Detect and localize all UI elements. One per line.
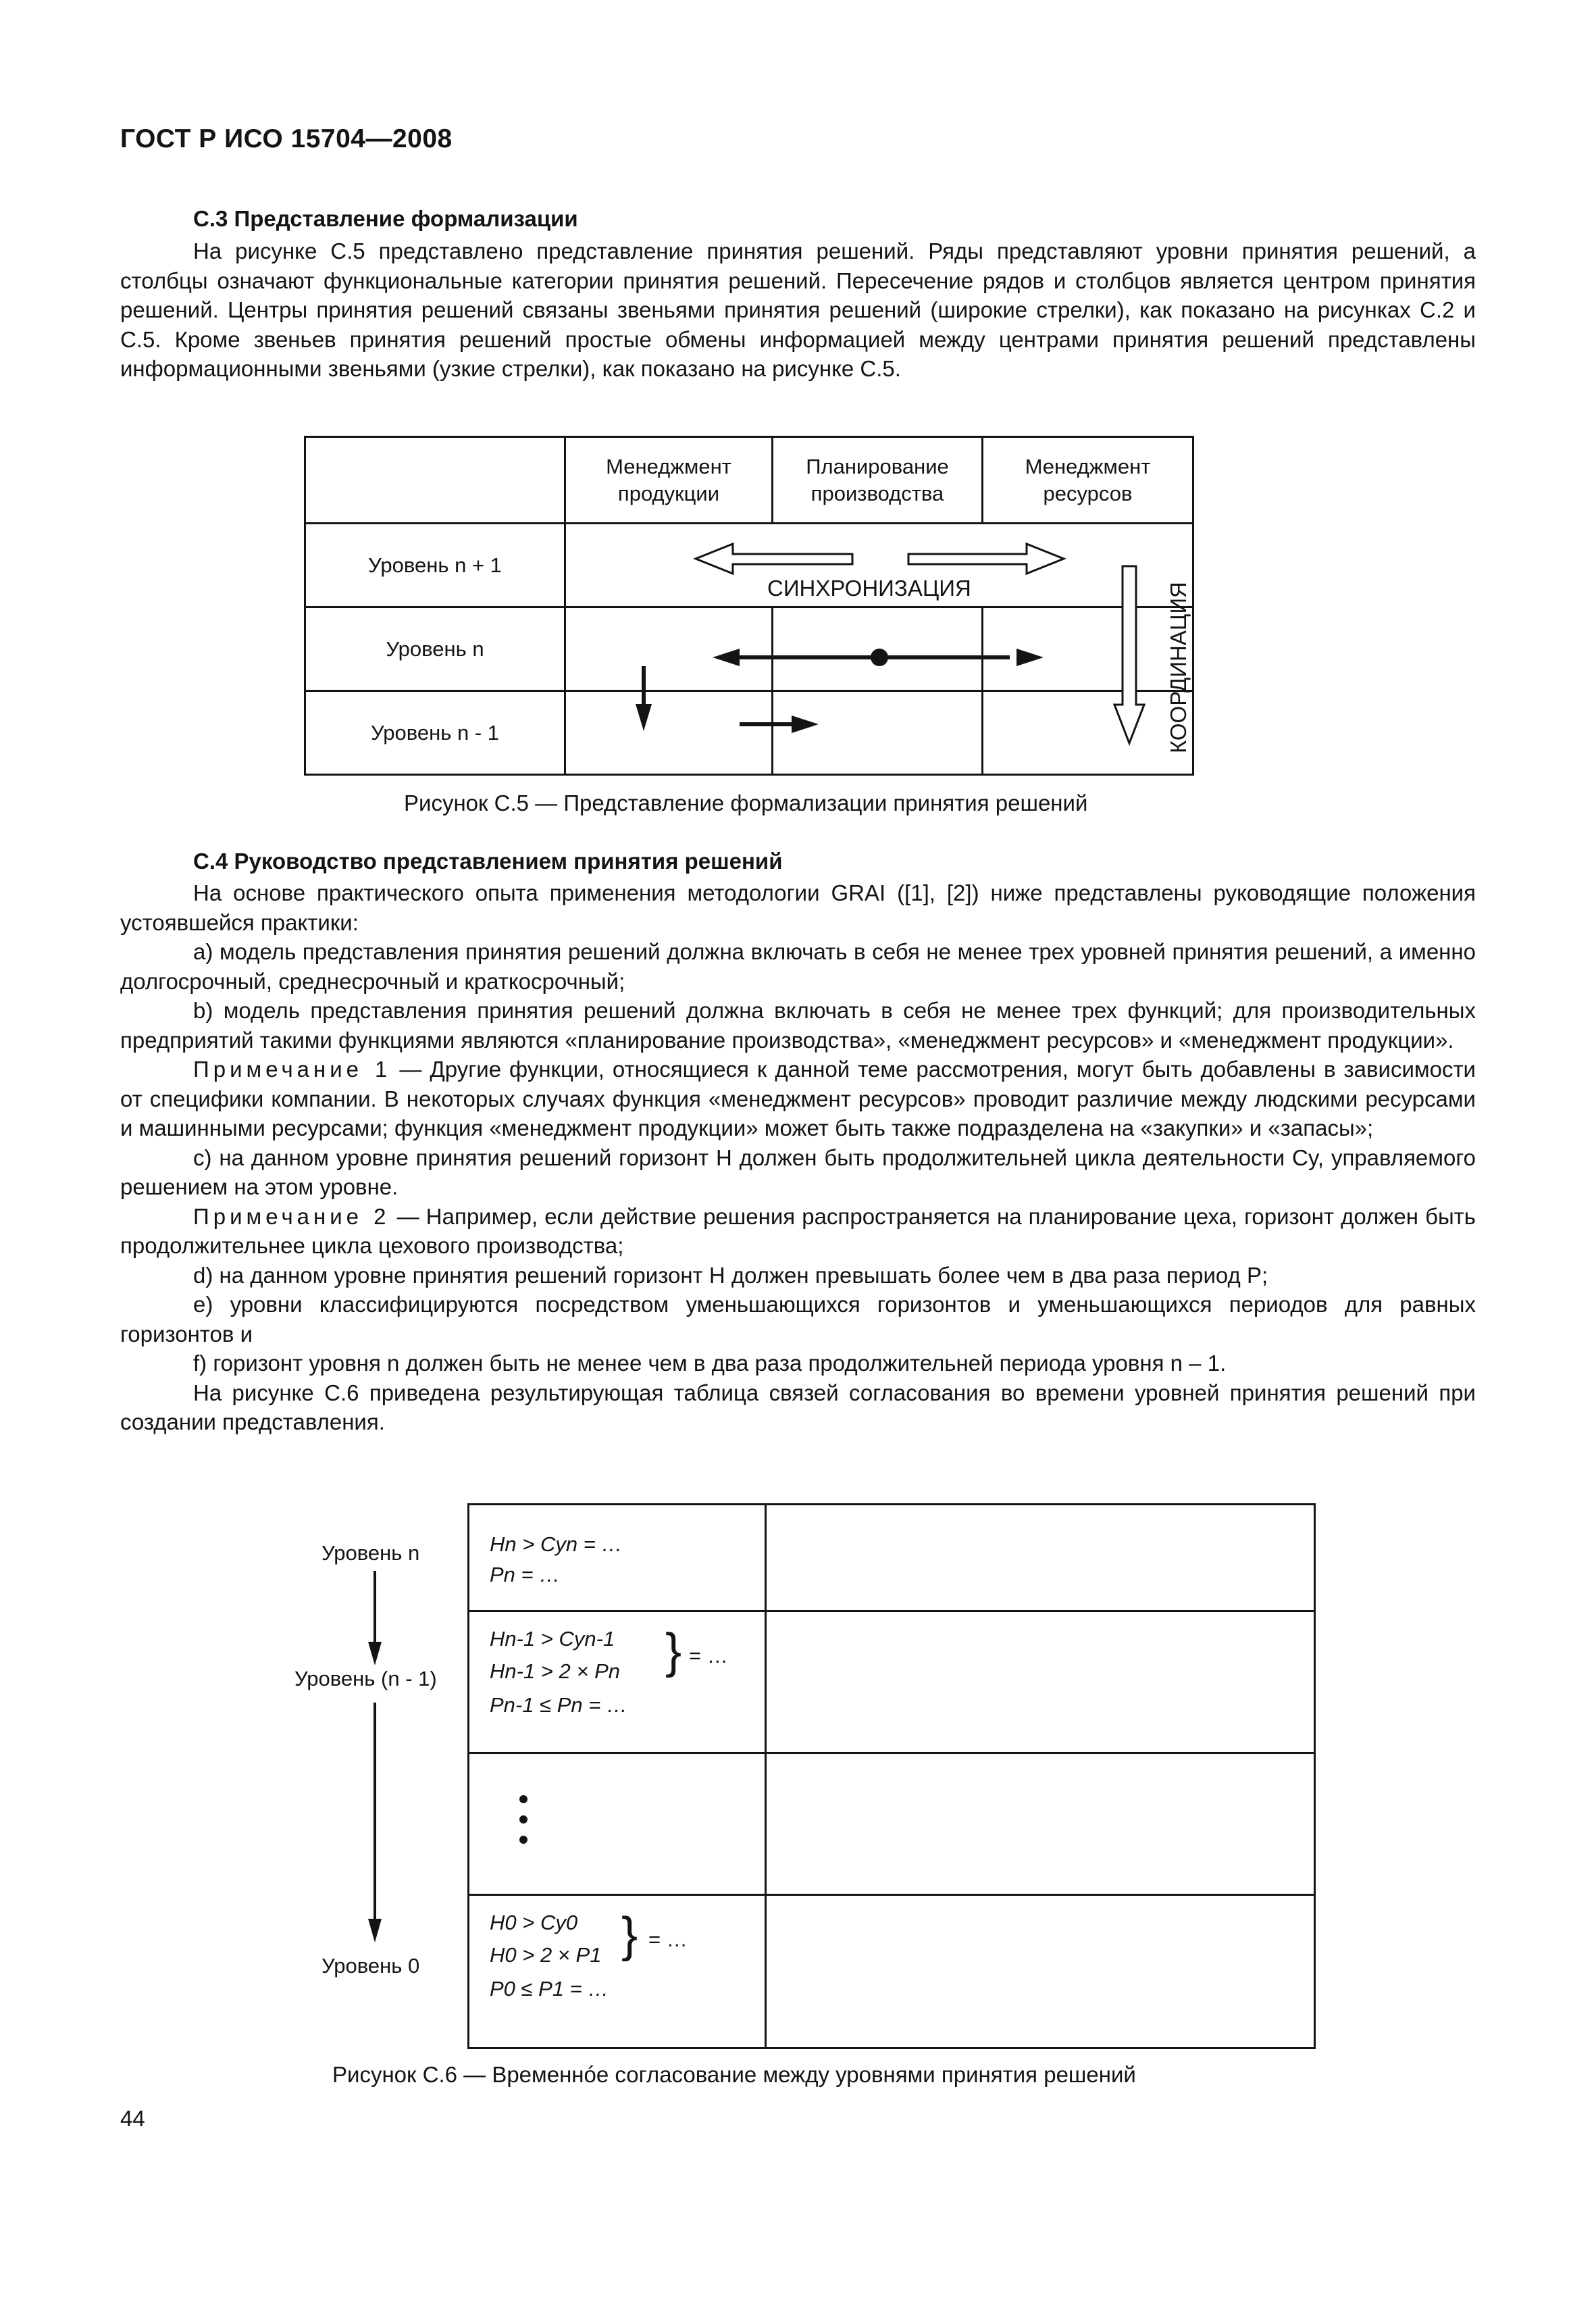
coordination-arrow-down-icon — [1114, 566, 1144, 743]
list-item-f: f) горизонт уровня n должен быть не менее чем в два раза продолжительней периода уровня n – 1. — [193, 1351, 1227, 1376]
column-header: Планирование производства — [773, 437, 983, 524]
level-arrows — [365, 1571, 385, 1956]
formula-row4-result: = … — [648, 1928, 688, 1951]
formula-row2-horizon-period: Hn-1 > 2 × Pn — [490, 1659, 621, 1683]
list-item-e: e) уровни классифицируются посредством уменьшающихся горизонтов и уменьшающихся периодов для равных горизонтов и — [120, 1292, 1476, 1347]
info-arrow-down-icon — [636, 704, 652, 731]
figure-c6-caption: Рисунок С.6 — Временнóе согласование между уровнями принятия решений — [332, 2062, 1136, 2087]
section-c3-title: С.3 Представление формализации — [193, 206, 578, 231]
formula-row2-horizon-cycle: Hn-1 > Cyn-1 — [490, 1627, 615, 1651]
arrow-down-icon — [368, 1919, 382, 1942]
list-item-b: b) модель представления принятия решений должна включать в себя не менее трех функций; для производительных предприятий такими функциями являются «планирование производства», «менеджмент ресурсов» и «менеджмент продукции». — [120, 998, 1476, 1053]
row-label: Уровень n - 1 — [370, 720, 500, 745]
note-1 — [120, 1055, 1476, 1143]
brace-icon: } — [665, 1624, 682, 1678]
vertical-ellipsis-icon — [517, 1789, 530, 1857]
section-c3-paragraph: На рисунке С.5 представлено представление принятия решений. Ряды представляют уровни принятия решений, а столбцы означают функциональные категории принятия решений. Пересечение рядов и столбцов является центром принятия решений. Центры принятия решений связаны звеньями принятия решений (широкие стрелки), как показано на рисунках С.2 и С.5. Кроме звеньев принятия решений простые обмены информацией между центрами принятия решений представлены информационными звеньями (узкие стрелки), как показано на рисунке С.5. — [120, 238, 1476, 381]
table-row — [469, 1754, 1314, 1896]
row-label: Уровень n — [386, 636, 484, 661]
sync-arrow-left-icon — [696, 544, 852, 574]
arrow-down-icon — [368, 1642, 382, 1665]
section-c4-intro: На основе практического опыта применения методологии GRAI ([1], [2]) ниже представлены руководящие положения устоявшейся практики: — [120, 880, 1476, 935]
figure-c5-arrows — [0, 0, 1596, 811]
sync-label: СИНХРОНИЗАЦИЯ — [767, 576, 971, 601]
table-row — [469, 1505, 1314, 1612]
document-header: ГОСТ Р ИСО 15704—2008 — [120, 124, 453, 153]
figure-c5-caption: Рисунок С.5 — Представление формализации принятия решений — [404, 790, 1088, 815]
formula-row4-period: P0 ≤ P1 = … — [490, 1977, 609, 2001]
note-2-text: — Например, если действие решения распространяется на планирование цеха, горизонт должен быть продолжительнее цикла цехового производства; — [120, 1203, 1476, 1258]
list-item-d: d) на данном уровне принятия решений горизонт H должен превышать более чем в два раза период P; — [193, 1262, 1268, 1288]
formula-row4-horizon-cycle: H0 > Cy0 — [490, 1911, 578, 1934]
info-arrow-left-icon — [713, 649, 740, 666]
formula-row4-horizon-period: H0 > 2 × P1 — [490, 1943, 602, 1967]
section-c4-title: С.4 Руководство представлением принятия решений — [193, 849, 783, 874]
decision-arrow-right-icon — [792, 715, 819, 733]
sync-arrow-right-icon — [908, 544, 1064, 574]
note-1-label: Примечание 1 — [193, 1057, 392, 1082]
level-label: Уровень 0 — [321, 1954, 420, 1978]
formula-row1-horizon: Hn > Cyn = … — [490, 1532, 623, 1556]
page-number: 44 — [120, 2106, 145, 2131]
time-coordination-table — [467, 1503, 1316, 2049]
formula-row2-result: = … — [689, 1644, 728, 1667]
formula-row2-period: Pn-1 ≤ Pn = … — [490, 1693, 627, 1717]
column-header: Менеджмент продукции — [565, 437, 773, 524]
note-1-text: — Другие функции, относящиеся к данной теме рассмотрения, могут быть добавлены в зависимости от специфики компании. В некоторых случаях функция «менеджмент ресурсов» проводит различие между людскими ресурсами и машинными ресурсами; функция «менеджмент продукции» может быть также подразделена на «закупки» и «запасы»; — [120, 1057, 1476, 1140]
row-label: Уровень n + 1 — [368, 553, 502, 577]
section-c4-outro: На рисунке С.6 приведена результирующая таблица связей согласования во времени уровней принятия решений при создании представления. — [120, 1380, 1476, 1434]
brace-icon: } — [621, 1908, 638, 1962]
list-item-a: a) модель представления принятия решений должна включать в себя не менее трех уровней принятия решений, а именно долгосрочный, среднесрочный и краткосрочный; — [120, 939, 1476, 994]
decision-center-dot-icon — [871, 649, 888, 666]
info-arrow-right-icon — [1016, 649, 1044, 666]
note-2-label: Примечание 2 — [193, 1203, 390, 1229]
list-item-c: c) на данном уровне принятия решений горизонт H должен быть продолжительней цикла деятельности Cy, управляемого решением на этом уровне. — [120, 1145, 1476, 1199]
level-label: Уровень (n - 1) — [294, 1667, 437, 1690]
coordination-label: КООРДИНАЦИЯ — [1166, 582, 1191, 753]
section-c4-body — [120, 878, 1476, 1437]
column-header: Менеджмент ресурсов — [983, 437, 1193, 524]
formula-row1-period: Pn = … — [490, 1563, 561, 1586]
level-label: Уровень n — [321, 1541, 420, 1565]
note-2 — [120, 1202, 1476, 1261]
